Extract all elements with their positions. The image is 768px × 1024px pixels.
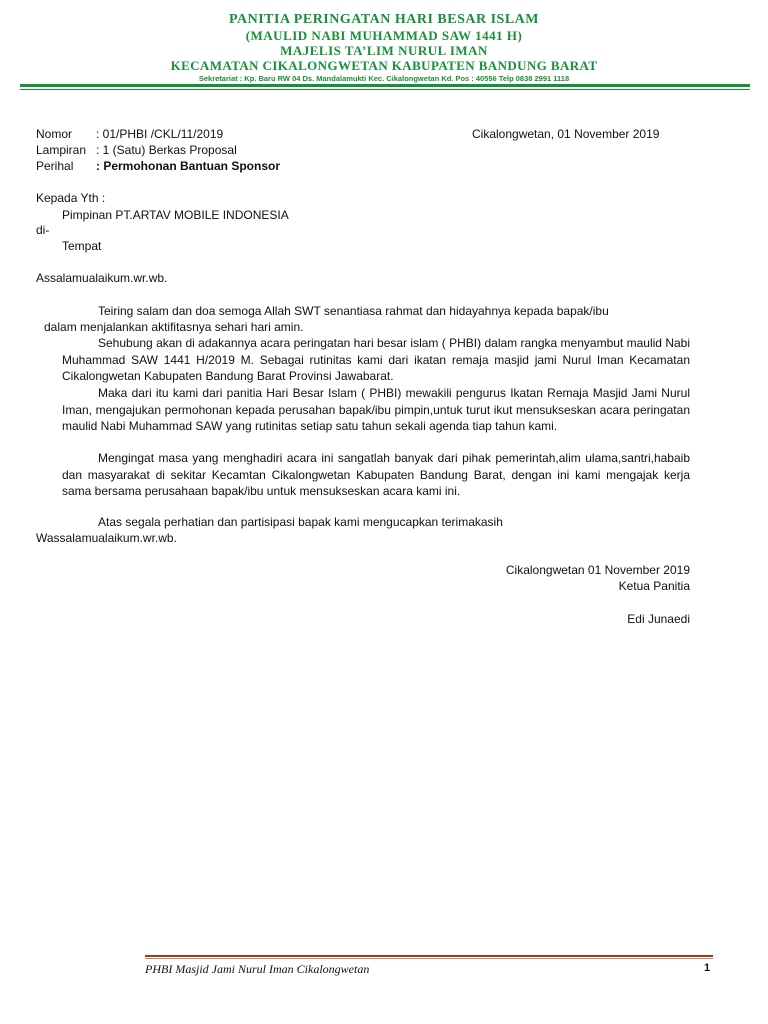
letterhead-subtitle: (MAULID NABI MUHAMMAD SAW 1441 H) <box>245 28 523 43</box>
lampiran-label: Lampiran <box>36 143 87 157</box>
footer-text: PHBI Masjid Jami Nurul Iman Cikalongwetan <box>145 962 370 976</box>
lampiran-value: : 1 (Satu) Berkas Proposal <box>96 143 237 157</box>
addressee-name: Pimpinan PT.ARTAV MOBILE INDONESIA <box>62 208 289 222</box>
footer-rule <box>145 955 713 957</box>
opening-salutation: Assalamualaikum.wr.wb. <box>36 271 168 285</box>
letterhead-organization: MAJELIS TA’LIM NURUL IMAN <box>280 43 488 58</box>
addressee-greeting: Kepada Yth : <box>36 191 106 205</box>
perihal-value: : Permohonan Bantuan Sponsor <box>96 159 281 173</box>
paragraph-1-line-2: dalam menjalankan aktifitasnya sehari hari amin. <box>44 320 304 334</box>
perihal-label: Perihal <box>36 159 74 173</box>
paragraph-2-text: Sehubung akan di adakannya acara peringatan hari besar islam ( PHBI) dalam rangka menyambut maulid Nabi Muhammad SAW 1441 H/2019 M. Sebagai rutinitas kami dari ikatan remaja masjid jami Nurul Iman Kecamatan Cikalongwetan Kabupaten Bandung Barat Provinsi Jawabarat. <box>62 336 690 383</box>
paragraph-3-text: Maka dari itu kami dari panitia Hari Besar Islam ( PHBI) mewakili pengurus Ikatan Remaja Masjid Jami Nurul Iman, mengajukan permohonan kepada perusahan bapak/ibu pimpin,untuk turut ikut mensukseskan acara peringatan maulid Nabi Muhammad SAW yang rutinitas setiap satu tahun sekali agenda tiap tahun kami. <box>62 386 690 433</box>
letterhead <box>0 12 768 84</box>
paragraph-3 <box>62 385 690 435</box>
page-number: 1 <box>704 962 711 974</box>
letterhead-region: KECAMATAN CIKALONGWETAN KABUPATEN BANDUNG BARAT <box>170 58 598 73</box>
footer-rule-thin <box>145 958 713 959</box>
signature-date: Cikalongwetan 01 November 2019 <box>505 563 690 577</box>
nomor-value: : 01/PHBI /CKL/11/2019 <box>96 127 224 141</box>
letterhead-rule-thick <box>20 84 750 87</box>
addressee-place: Tempat <box>62 239 102 253</box>
signature-name: Edi Junaedi <box>627 612 690 626</box>
addressee-di: di- <box>36 223 50 237</box>
letterhead-title: PANITIA PERINGATAN HARI BESAR ISLAM <box>229 12 539 27</box>
paragraph-4 <box>62 450 690 500</box>
nomor-label: Nomor <box>36 127 73 141</box>
closing-salutation: Wassalamualaikum.wr.wb. <box>36 531 177 545</box>
letterhead-secretariat: Sekretariat : Kp. Baru RW 04 Ds. Mandalamukti Kec. Cikalongwetan Kd. Pos : 40556 Telp 0838 2991 1118 <box>198 74 570 83</box>
paragraph-5: Atas segala perhatian dan partisipasi bapak kami mengucapkan terimakasih <box>98 515 503 529</box>
paragraph-1-line-1: Teiring salam dan doa semoga Allah SWT senantiasa rahmat dan hidayahnya kepada bapak/ibu <box>98 304 609 318</box>
signature-role: Ketua Panitia <box>618 579 690 593</box>
letterhead-rule-thin <box>20 89 750 90</box>
paragraph-2 <box>62 335 690 385</box>
paragraph-4-text: Mengingat masa yang menghadiri acara ini sangatlah banyak dari pihak pemerintah,alim ulama,santri,habaib dan masyarakat di sekitar Kecamtan Cikalongwetan Kabupaten Bandung Barat, dengan ini kami mengajak kerja sama bersama perusahaan bapak/ibu untuk mensukseskan acara kami ini. <box>62 451 690 498</box>
letter-date: Cikalongwetan, 01 November 2019 <box>472 127 660 141</box>
